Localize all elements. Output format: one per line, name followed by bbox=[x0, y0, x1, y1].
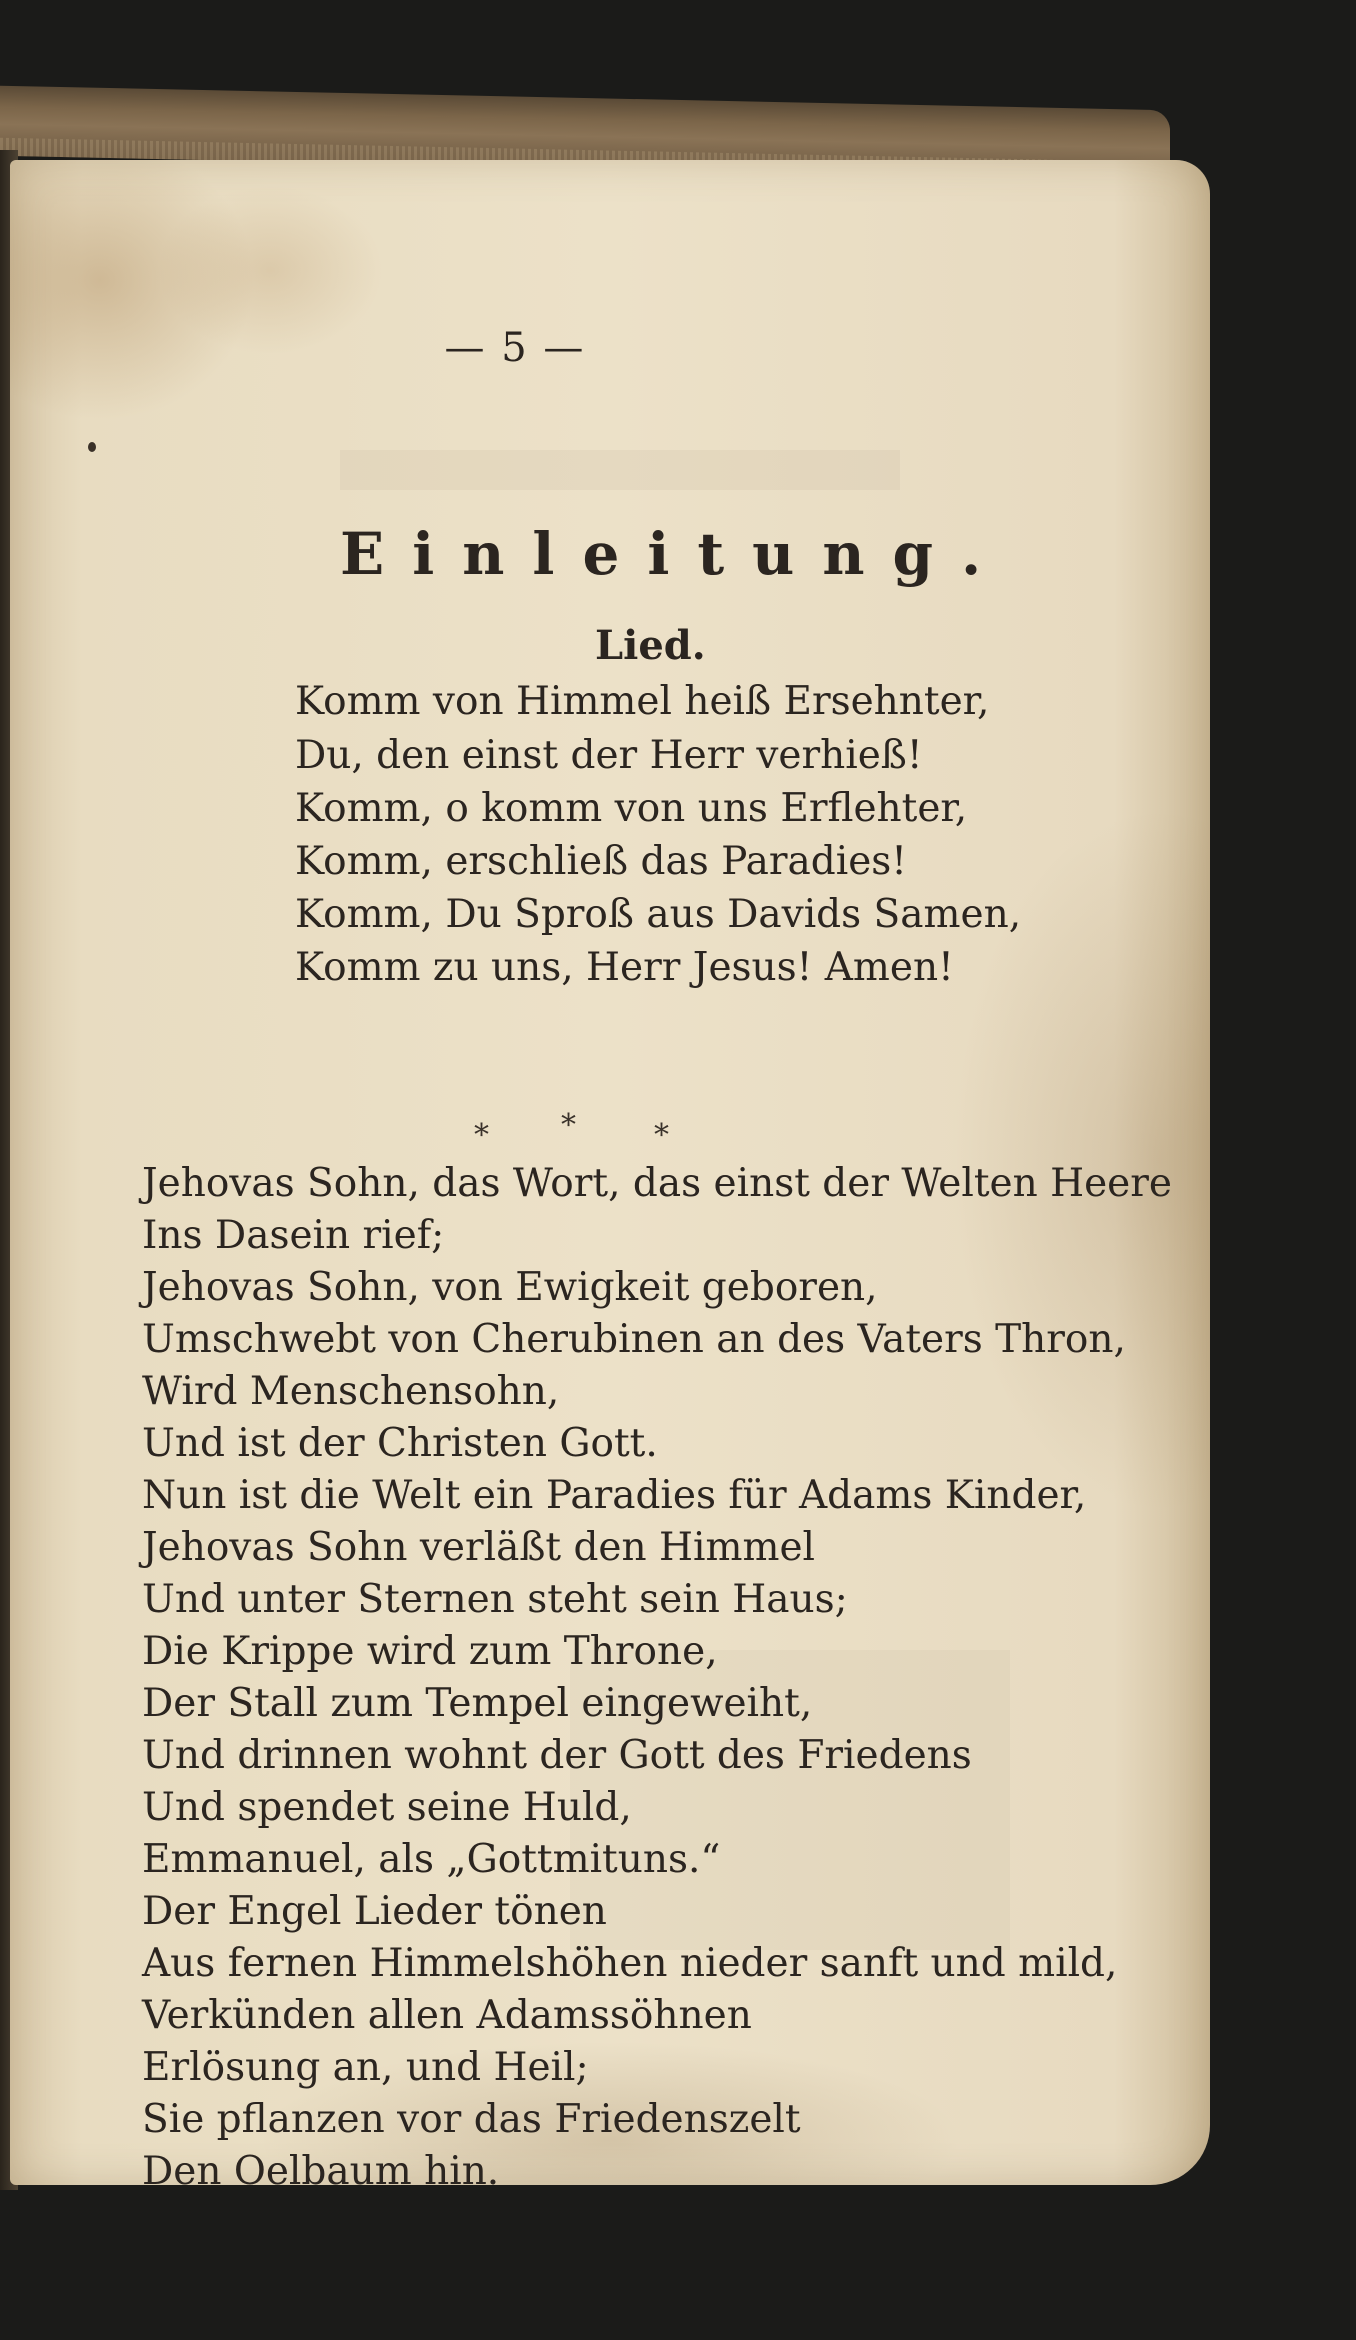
verse-line: Sie pflanzen vor das Friedenszelt bbox=[142, 2097, 801, 2142]
song-line: Komm, o komm von uns Erflehter, bbox=[295, 786, 968, 831]
show-through-mark bbox=[340, 450, 900, 490]
verse-line: Erlösung an, und Heil; bbox=[142, 2045, 589, 2090]
verse-line: Den Oelbaum hin. bbox=[142, 2149, 500, 2194]
verse-line: Umschwebt von Cherubinen an des Vaters Thron, bbox=[142, 1317, 1126, 1362]
book-page bbox=[10, 160, 1210, 2194]
verse-line: Und drinnen wohnt der Gott des Friedens bbox=[142, 1733, 972, 1778]
page-number: — 5 — bbox=[444, 325, 586, 371]
separator-star: * bbox=[474, 1118, 489, 1153]
verse-line: Emmanuel, als „Gottmituns.“ bbox=[142, 1837, 721, 1882]
verse-line: Jehovas Sohn, von Ewigkeit geboren, bbox=[142, 1265, 878, 1310]
verse-line: Und spendet seine Huld, bbox=[142, 1785, 632, 1830]
chapter-title: Einleitung. bbox=[340, 520, 1010, 588]
song-line: Komm von Himmel heiß Ersehnter, bbox=[295, 679, 990, 724]
song-line: Du, den einst der Herr verhieß! bbox=[295, 733, 923, 778]
verse-line: Und unter Sternen steht sein Haus; bbox=[142, 1577, 848, 1622]
verse-line: Aus fernen Himmelshöhen nieder sanft und mild, bbox=[142, 1941, 1118, 1986]
verse-line: Wird Menschensohn, bbox=[142, 1369, 560, 1414]
separator-star: * bbox=[561, 1108, 576, 1143]
verse-line: Verkünden allen Adamssöhnen bbox=[142, 1993, 752, 2038]
separator-star: * bbox=[654, 1118, 669, 1153]
song-label: Lied. bbox=[595, 622, 706, 669]
song-line: Komm, Du Sproß aus Davids Samen, bbox=[295, 892, 1022, 937]
verse-line: Die Krippe wird zum Throne, bbox=[142, 1629, 718, 1674]
verse-line: Nun ist die Welt ein Paradies für Adams Kinder, bbox=[142, 1473, 1087, 1518]
verse-line: Jehovas Sohn verläßt den Himmel bbox=[142, 1525, 815, 1570]
song-line: Komm, erschließ das Paradies! bbox=[295, 839, 907, 884]
verse-line: Jehovas Sohn, das Wort, das einst der Welten Heere bbox=[142, 1161, 1172, 1206]
ink-stain bbox=[88, 442, 96, 452]
verse-line: Ins Dasein rief; bbox=[142, 1213, 445, 1258]
verse-line: Der Stall zum Tempel eingeweiht, bbox=[142, 1681, 813, 1726]
verse-line: Und ist der Christen Gott. bbox=[142, 1421, 658, 1466]
verse-line: Der Engel Lieder tönen bbox=[142, 1889, 607, 1934]
song-line: Komm zu uns, Herr Jesus! Amen! bbox=[295, 945, 954, 990]
